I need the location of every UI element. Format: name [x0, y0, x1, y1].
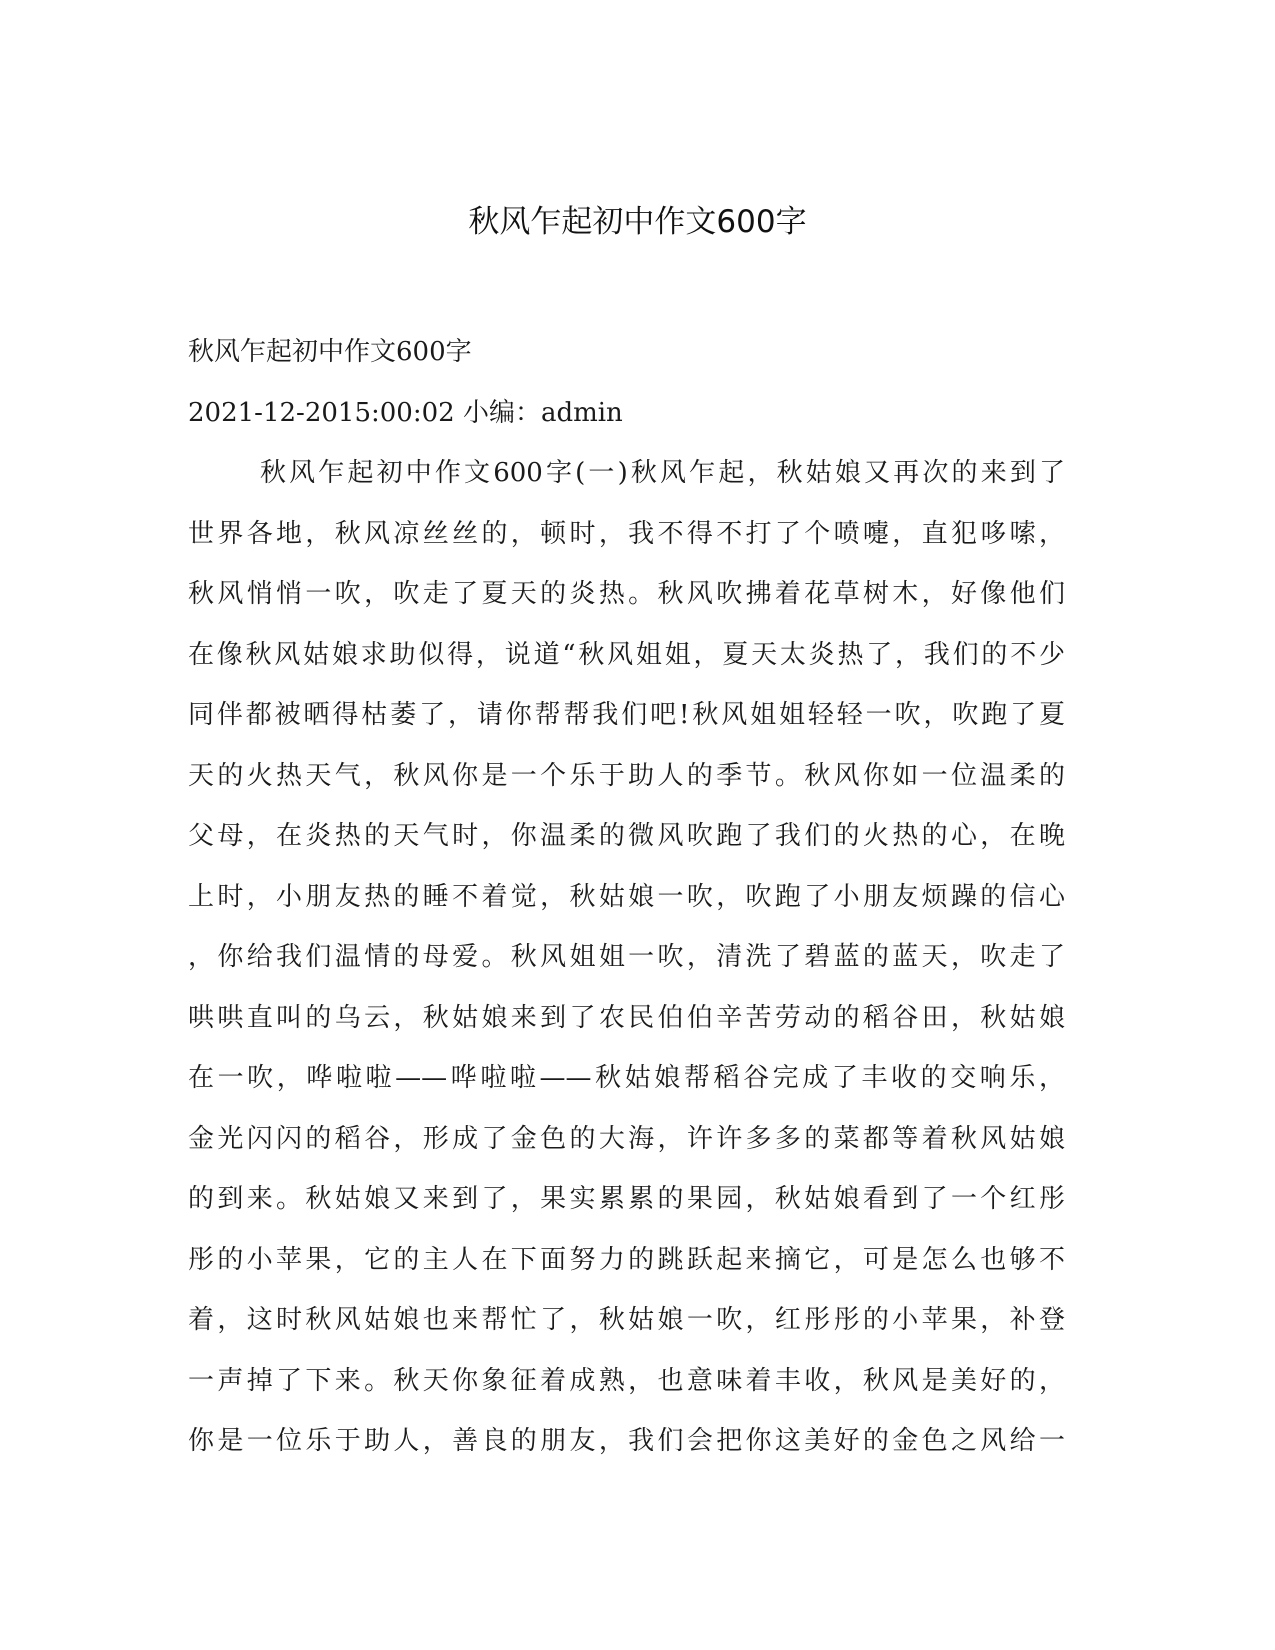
- document-body: [188, 322, 1065, 1472]
- paragraph-line: 你是一位乐于助人，善良的朋友，我们会把你这美好的金色之风给一: [188, 1426, 1065, 1456]
- paragraph-line: 在一吹，哗啦啦——哗啦啦——秋姑娘帮稻谷完成了丰收的交响乐，: [188, 1063, 1065, 1093]
- article-meta: 2021-12-2015:00:02 小编：admin: [188, 397, 623, 428]
- paragraph-line: ，你给我们温情的母爱。秋风姐姐一吹，清洗了碧蓝的蓝天，吹走了: [188, 942, 1065, 972]
- paragraph-line: 秋风乍起初中作文600字(一)秋风乍起，秋姑娘又再次的来到了: [260, 458, 1065, 488]
- paragraph-line: 彤的小苹果，它的主人在下面努力的跳跃起来摘它，可是怎么也够不: [188, 1244, 1065, 1275]
- paragraph-line: 一声掉了下来。秋天你象征着成熟，也意味着丰收，秋风是美好的，: [188, 1365, 1065, 1396]
- paragraph-line: 父母，在炎热的天气时，你温柔的微风吹跑了我们的火热的心，在晚: [188, 821, 1065, 851]
- paragraph-line: 哄哄直叫的乌云，秋姑娘来到了农民伯伯辛苦劳动的稻谷田，秋姑娘: [188, 1002, 1065, 1033]
- paragraph-line: 秋风悄悄一吹，吹走了夏天的炎热。秋风吹拂着花草树木，好像他们: [188, 579, 1065, 609]
- paragraph-line: 金光闪闪的稻谷，形成了金色的大海，许许多多的菜都等着秋风姑娘: [188, 1123, 1065, 1154]
- article-subtitle: 秋风乍起初中作文600字: [188, 337, 472, 367]
- document-title: 秋风乍起初中作文600字: [468, 204, 807, 240]
- paragraph-line: 天的火热天气，秋风你是一个乐于助人的季节。秋风你如一位温柔的: [188, 760, 1065, 791]
- paragraph-line: 在像秋风姑娘求助似得，说道“秋风姐姐，夏天太炎热了，我们的不少: [188, 639, 1065, 670]
- paragraph-line: 同伴都被晒得枯萎了，请你帮帮我们吧!秋风姐姐轻轻一吹，吹跑了夏: [188, 700, 1065, 730]
- paragraph-line: 着，这时秋风姑娘也来帮忙了，秋姑娘一吹，红彤彤的小苹果，补登: [188, 1305, 1065, 1335]
- paragraph-line: 世界各地，秋风凉丝丝的，顿时，我不得不打了个喷嚏，直犯哆嗦，: [188, 518, 1065, 549]
- paragraph-line: 的到来。秋姑娘又来到了，果实累累的果园，秋姑娘看到了一个红彤: [188, 1184, 1065, 1214]
- paragraph-line: 上时，小朋友热的睡不着觉，秋姑娘一吹，吹跑了小朋友烦躁的信心: [188, 881, 1065, 912]
